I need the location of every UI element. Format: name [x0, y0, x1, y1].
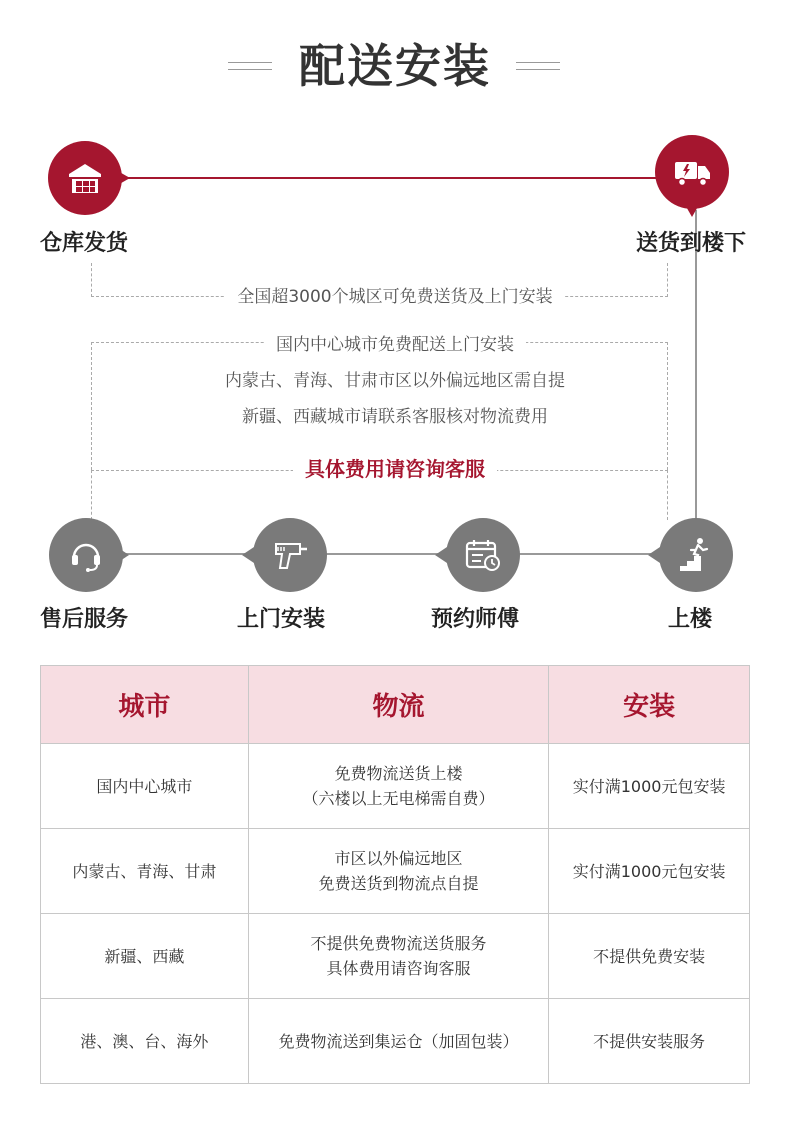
cell-install: 实付满1000元包安装 — [549, 829, 750, 914]
upstairs-pin — [659, 518, 733, 592]
cell-logistics — [248, 999, 549, 1084]
cell-city: 内蒙古、青海、甘肃 — [41, 829, 249, 914]
table-header-row — [41, 666, 750, 744]
cell-city: 新疆、西藏 — [41, 914, 249, 999]
delivery-pin — [655, 135, 729, 209]
cell-install: 实付满1000元包安装 — [549, 744, 750, 829]
step-label-upstairs: 上楼 — [668, 607, 713, 632]
stairs-climbing-icon — [676, 535, 716, 575]
step-label-installation: 上门安装 — [237, 607, 326, 632]
step-label-warehouse: 仓库发货 — [40, 231, 129, 256]
cell-install: 不提供免费安装 — [549, 914, 750, 999]
header-logistics: 物流 — [248, 666, 549, 744]
cell-logistics — [248, 744, 549, 829]
cell-city: 国内中心城市 — [41, 744, 249, 829]
cell-logistics — [248, 829, 549, 914]
step-label-delivery: 送货到楼下 — [636, 231, 747, 256]
table-row — [41, 999, 750, 1084]
cell-logistics-line: 具体费用请咨询客服 — [326, 959, 471, 978]
cell-logistics — [248, 914, 549, 999]
title-section — [0, 36, 790, 96]
table-row — [41, 914, 750, 999]
cell-city: 港、澳、台、海外 — [41, 999, 249, 1084]
cell-logistics-line: （六楼以上无电梯需自费） — [302, 789, 495, 808]
headset-icon — [66, 535, 106, 575]
delivery-install-table — [40, 665, 750, 1084]
delivery-truck-icon — [672, 152, 712, 192]
cell-logistics-line: 不提供免费物流送货服务 — [310, 934, 487, 953]
flow-line-bottom — [120, 553, 680, 555]
flow-line-top — [120, 177, 660, 179]
cell-logistics-line: 市区以外偏远地区 — [334, 849, 463, 868]
note-line-1: 国内中心城市免费配送上门安装 — [0, 333, 790, 357]
note-line-2: 内蒙古、青海、甘肃市区以外偏远地区需自提 — [225, 371, 565, 391]
table-row — [41, 829, 750, 914]
booking-pin — [446, 518, 520, 592]
title-decoration-right — [516, 62, 560, 70]
cell-logistics-line: 免费物流送到集运仓（加固包装） — [278, 1031, 519, 1051]
cell-logistics-line: 免费送货到物流点自提 — [318, 874, 479, 893]
calendar-clock-icon — [463, 535, 503, 575]
page-title: 配送安装 — [299, 39, 491, 93]
note-line-3: 新疆、西藏城市请联系客服核对物流费用 — [242, 407, 548, 427]
step-label-after-sales: 售后服务 — [40, 607, 129, 632]
coverage-note: 全国超3000个城区可免费送货及上门安装 — [0, 285, 790, 309]
table-row — [41, 744, 750, 829]
installation-pin — [253, 518, 327, 592]
header-city: 城市 — [41, 666, 249, 744]
cell-install: 不提供安装服务 — [549, 999, 750, 1084]
cell-logistics-line: 免费物流送货上楼 — [334, 764, 463, 783]
warehouse-icon — [65, 158, 105, 198]
after-sales-pin — [49, 518, 123, 592]
step-label-booking: 预约师傅 — [431, 607, 520, 632]
header-install: 安装 — [549, 666, 750, 744]
drill-icon — [270, 535, 310, 575]
warehouse-pin — [48, 141, 122, 215]
highlight-note: 具体费用请咨询客服 — [0, 457, 790, 481]
